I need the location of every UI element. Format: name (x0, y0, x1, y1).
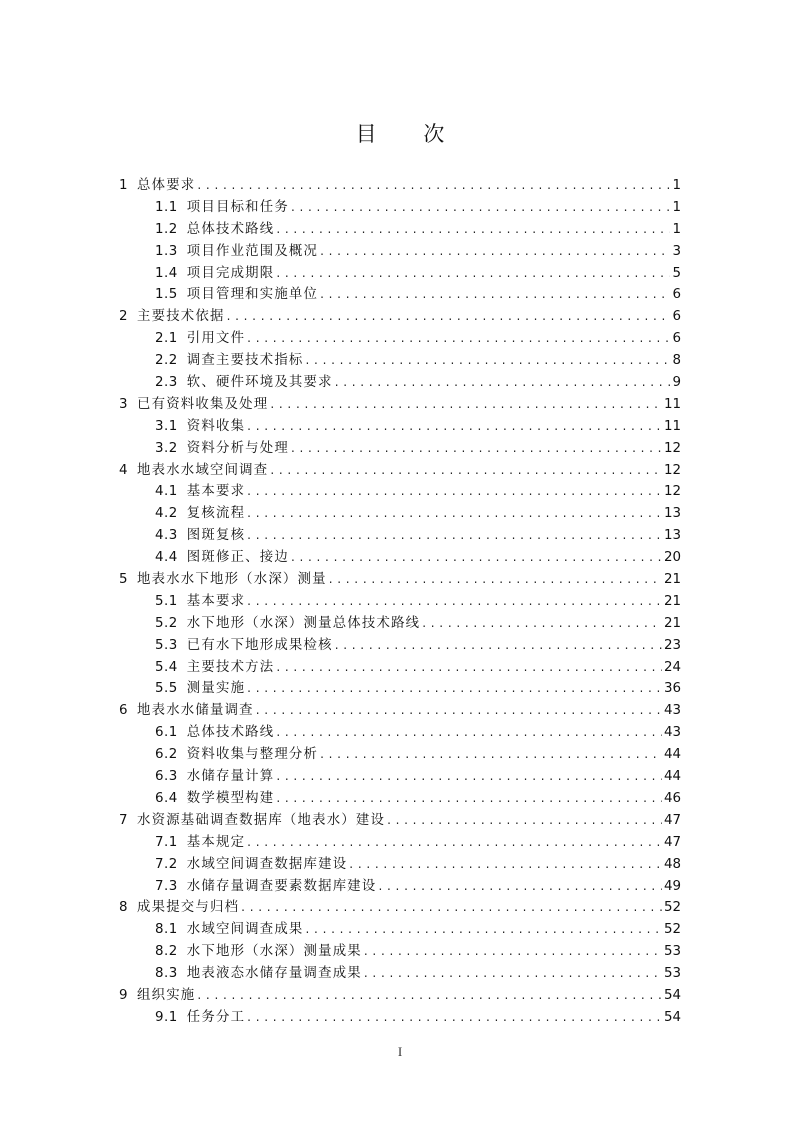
dot-leader (276, 263, 670, 285)
dot-leader (241, 897, 662, 919)
toc-entry-page: 53 (663, 966, 681, 982)
toc-entry-number: 6 (119, 703, 129, 719)
dot-leader (197, 985, 662, 1007)
dot-leader (291, 438, 662, 460)
toc-entry-title: 调查主要技术指标 (186, 353, 304, 369)
toc-entry-number: 5 (119, 572, 129, 588)
dot-leader (291, 547, 662, 569)
toc-entry-number: 1.1 (155, 199, 178, 215)
toc-entry-page: 13 (663, 528, 681, 544)
toc-entry-number: 8.3 (155, 966, 178, 982)
toc-entry[interactable] (119, 876, 681, 898)
toc-entry-number: 2.3 (155, 375, 178, 391)
dot-leader (270, 394, 662, 416)
toc-entry-page: 6 (672, 309, 681, 325)
toc-entry-number: 9 (119, 987, 129, 1003)
toc-entry-page: 8 (672, 353, 681, 369)
toc-entry[interactable] (119, 481, 681, 503)
toc-entry-number: 3.1 (155, 418, 178, 434)
toc-entry-page: 54 (663, 1009, 681, 1025)
toc-entry[interactable] (119, 219, 681, 241)
toc-entry-number: 3 (119, 396, 129, 412)
toc-entry-page: 23 (663, 637, 681, 653)
dot-leader (320, 744, 662, 766)
toc-entry-number: 7 (119, 812, 129, 828)
toc-entry-number: 2 (119, 309, 129, 325)
dot-leader (306, 919, 662, 941)
toc-entry-title: 项目管理和实施单位 (186, 287, 319, 303)
toc-entry-title: 组织实施 (137, 987, 196, 1003)
toc-entry-title: 水下地形（水深）测量总体技术路线 (186, 615, 421, 631)
toc-entry-number: 5.5 (155, 681, 178, 697)
toc-entry[interactable] (119, 700, 681, 722)
dot-leader (247, 591, 662, 613)
dot-leader (227, 306, 671, 328)
dot-leader (247, 416, 662, 438)
toc-entry-title: 水域空间调查成果 (186, 922, 304, 938)
toc-entry-page: 49 (663, 878, 681, 894)
toc-entry-title: 水储存量调查要素数据库建设 (186, 878, 377, 894)
toc-entry-number: 2.2 (155, 353, 178, 369)
dot-leader (349, 854, 662, 876)
toc-entry-page: 5 (672, 265, 681, 281)
toc-entry[interactable] (119, 919, 681, 941)
toc-entry[interactable] (119, 372, 681, 394)
toc-entry-number: 5.1 (155, 593, 178, 609)
toc-entry[interactable] (119, 657, 681, 679)
toc-entry-page: 11 (663, 396, 681, 412)
toc-entry-page: 12 (663, 462, 681, 478)
toc-entry-page: 11 (663, 418, 681, 434)
toc-entry[interactable] (119, 503, 681, 525)
toc-entry-title: 测量实施 (186, 681, 246, 697)
dot-leader (378, 876, 661, 898)
toc-entry-page: 1 (672, 178, 681, 193)
dot-leader (276, 766, 662, 788)
dot-leader (197, 175, 670, 197)
toc-entry[interactable] (119, 175, 681, 197)
toc-entry[interactable] (119, 635, 681, 657)
toc-entry-title: 资料收集 (186, 418, 246, 434)
toc-entry-title: 水储存量计算 (186, 769, 275, 785)
toc-entry-number: 6.2 (155, 747, 178, 763)
toc-entry-title: 资料收集与整理分析 (186, 747, 319, 763)
toc-entry-page: 20 (663, 550, 681, 566)
toc-entry-number: 8 (119, 900, 129, 916)
toc-entry-number: 2.1 (155, 331, 178, 347)
toc-entry[interactable] (119, 1007, 681, 1029)
dot-leader (247, 1007, 662, 1029)
toc-entry[interactable] (119, 394, 681, 416)
dot-leader (291, 197, 671, 219)
toc-entry-page: 6 (672, 287, 681, 303)
toc-entry[interactable] (119, 241, 681, 263)
toc-entry[interactable] (119, 547, 681, 569)
toc-entry-page: 12 (663, 484, 681, 500)
toc-entry-title: 水资源基础调查数据库（地表水）建设 (137, 812, 386, 828)
toc-entry-title: 地表水水域空间调查 (137, 462, 269, 478)
toc-entry-number: 3.2 (155, 440, 178, 456)
toc-entry-page: 6 (672, 331, 681, 347)
toc-entry-title: 地表水水储量调查 (137, 703, 254, 719)
toc-entry-title: 地表水水下地形（水深）测量 (137, 572, 327, 588)
toc-entry-title: 已有水下地形成果检核 (186, 637, 333, 653)
toc-entry-title: 软、硬件环境及其要求 (186, 375, 333, 391)
toc-entry-title: 总体要求 (137, 178, 196, 193)
toc-entry[interactable] (119, 569, 681, 591)
toc-entry-number: 4 (119, 462, 129, 478)
dot-leader (320, 284, 670, 306)
toc-entry-title: 资料分析与处理 (186, 440, 289, 456)
toc-entry-number: 1.3 (155, 243, 178, 259)
dot-leader (276, 722, 662, 744)
dot-leader (306, 350, 671, 372)
toc-entry-number: 7.3 (155, 878, 178, 894)
toc-entry-number: 5.3 (155, 637, 178, 653)
toc-entry[interactable] (119, 722, 681, 744)
toc-entry-number: 1.5 (155, 287, 178, 303)
toc-entry[interactable] (119, 678, 681, 700)
toc-entry-number: 8.2 (155, 944, 178, 960)
toc-entry-title: 地表液态水储存量调查成果 (186, 966, 362, 982)
page-number-footer: I (397, 1044, 403, 1059)
toc-entry-page: 9 (672, 375, 681, 391)
toc-entry-title: 总体技术路线 (186, 221, 275, 237)
dot-leader (335, 635, 662, 657)
toc-entry[interactable] (119, 197, 681, 219)
toc-entry[interactable] (119, 810, 681, 832)
dot-leader (387, 810, 662, 832)
toc-entry-page: 12 (663, 440, 681, 456)
dot-leader (329, 569, 662, 591)
toc-entry-page: 52 (663, 900, 681, 916)
toc-entry-page: 47 (663, 812, 681, 828)
toc-entry[interactable] (119, 897, 681, 919)
toc-entry[interactable] (119, 766, 681, 788)
dot-leader (247, 832, 662, 854)
toc-entry-title: 复核流程 (186, 506, 246, 522)
dot-leader (247, 503, 662, 525)
toc-entry-number: 1 (119, 178, 129, 193)
page-title: 目 次 (355, 122, 465, 146)
toc-entry-title: 基本规定 (186, 834, 246, 850)
toc-entry-title: 基本要求 (186, 484, 246, 500)
toc-entry-number: 6.4 (155, 790, 178, 806)
dot-leader (256, 700, 662, 722)
dot-leader (276, 219, 670, 241)
toc-entry-page: 52 (663, 922, 681, 938)
toc-entry-title: 水域空间调查数据库建设 (186, 856, 348, 872)
toc-entry-title: 主要技术依据 (137, 309, 225, 325)
dot-leader (247, 328, 670, 350)
toc-entry[interactable] (119, 460, 681, 482)
toc-entry-page: 54 (663, 987, 681, 1003)
toc-entry-page: 47 (663, 834, 681, 850)
toc-entry[interactable] (119, 350, 681, 372)
toc-entry[interactable] (119, 985, 681, 1007)
toc-entry-number: 4.2 (155, 506, 178, 522)
toc-entry[interactable] (119, 941, 681, 963)
toc-entry-title: 图斑修正、接边 (186, 550, 289, 566)
toc-entry-number: 1.2 (155, 221, 178, 237)
toc-entry-page: 43 (663, 725, 681, 741)
toc-entry-number: 4.1 (155, 484, 178, 500)
toc-entry-page: 44 (663, 769, 681, 785)
toc-entry-page: 46 (663, 790, 681, 806)
table-of-contents (119, 175, 681, 1029)
toc-entry-title: 项目完成期限 (186, 265, 275, 281)
dot-leader (364, 963, 662, 985)
toc-entry-number: 4.3 (155, 528, 178, 544)
toc-entry-number: 9.1 (155, 1009, 178, 1025)
toc-entry-page: 21 (663, 615, 681, 631)
dot-leader (276, 657, 662, 679)
toc-entry[interactable] (119, 306, 681, 328)
dot-leader (364, 941, 662, 963)
toc-entry-title: 图斑复核 (186, 528, 246, 544)
toc-entry-page: 43 (663, 703, 681, 719)
toc-entry[interactable] (119, 613, 681, 635)
toc-entry-page: 1 (672, 199, 681, 215)
toc-entry-title: 基本要求 (186, 593, 246, 609)
toc-entry[interactable] (119, 438, 681, 460)
toc-entry-title: 项目目标和任务 (186, 199, 289, 215)
toc-entry-page: 24 (663, 659, 681, 675)
toc-entry-page: 21 (663, 572, 681, 588)
toc-entry-page: 48 (663, 856, 681, 872)
dot-leader (270, 460, 662, 482)
dot-leader (335, 372, 671, 394)
toc-entry-title: 成果提交与归档 (137, 900, 240, 916)
toc-entry-title: 引用文件 (186, 331, 246, 347)
toc-entry-page: 13 (663, 506, 681, 522)
toc-entry[interactable] (119, 854, 681, 876)
toc-entry-number: 4.4 (155, 550, 178, 566)
toc-entry-page: 44 (663, 747, 681, 763)
toc-entry[interactable] (119, 788, 681, 810)
toc-entry-page: 21 (663, 593, 681, 609)
dot-leader (247, 481, 662, 503)
toc-entry-page: 3 (672, 243, 681, 259)
dot-leader (422, 613, 662, 635)
toc-entry[interactable] (119, 263, 681, 285)
dot-leader (276, 788, 662, 810)
toc-entry-title: 项目作业范围及概况 (186, 243, 319, 259)
toc-entry-title: 已有资料收集及处理 (137, 396, 269, 412)
toc-entry[interactable] (119, 284, 681, 306)
toc-entry-title: 主要技术方法 (186, 659, 275, 675)
dot-leader (247, 525, 662, 547)
toc-entry-number: 6.3 (155, 769, 178, 785)
toc-entry[interactable] (119, 591, 681, 613)
toc-entry[interactable] (119, 328, 681, 350)
toc-entry[interactable] (119, 832, 681, 854)
toc-entry[interactable] (119, 744, 681, 766)
dot-leader (320, 241, 670, 263)
toc-entry[interactable] (119, 416, 681, 438)
toc-entry-number: 6.1 (155, 725, 178, 741)
toc-entry-title: 总体技术路线 (186, 725, 275, 741)
toc-entry-number: 5.4 (155, 659, 178, 675)
toc-entry-number: 7.1 (155, 834, 178, 850)
toc-entry-page: 53 (663, 944, 681, 960)
toc-entry-number: 1.4 (155, 265, 178, 281)
dot-leader (247, 678, 662, 700)
toc-entry-title: 数学模型构建 (186, 790, 275, 806)
toc-entry-title: 水下地形（水深）测量成果 (186, 944, 362, 960)
toc-entry[interactable] (119, 525, 681, 547)
toc-entry-number: 8.1 (155, 922, 178, 938)
toc-entry-number: 5.2 (155, 615, 178, 631)
toc-entry[interactable] (119, 963, 681, 985)
toc-entry-page: 36 (663, 681, 681, 697)
toc-entry-title: 任务分工 (186, 1009, 246, 1025)
toc-entry-page: 1 (672, 221, 681, 237)
toc-entry-number: 7.2 (155, 856, 178, 872)
